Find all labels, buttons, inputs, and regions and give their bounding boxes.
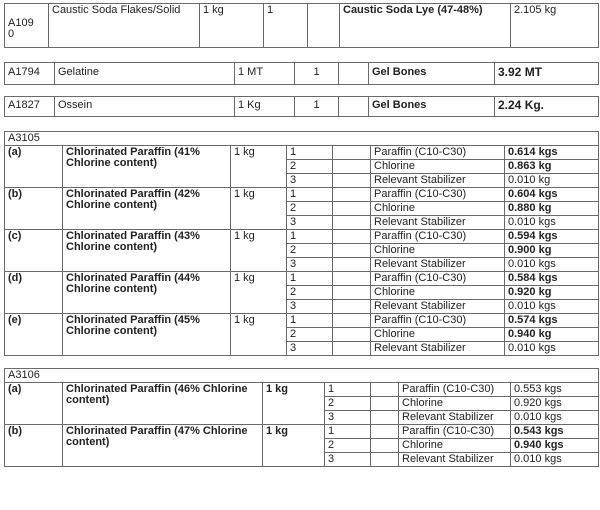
input-serial: 2 — [287, 286, 333, 300]
input-serial: 2 — [287, 244, 333, 258]
input-name: Relevant Stabilizer — [371, 216, 505, 230]
input-name: Chlorine — [399, 397, 511, 411]
empty-cell — [371, 453, 399, 467]
input-serial: 1 — [295, 63, 339, 85]
input-quantity: 0.553 kgs — [511, 383, 599, 397]
input-serial: 3 — [287, 258, 333, 272]
input-serial: 2 — [325, 397, 371, 411]
input-name: Gel Bones — [369, 63, 495, 85]
input-quantity: 0.900 kg — [505, 244, 599, 258]
input-name: Paraffin (C10-C30) — [371, 272, 505, 286]
item-label: (b) — [5, 188, 63, 230]
input-serial: 1 — [325, 383, 371, 397]
row-a1090 — [4, 3, 599, 48]
item-description: Caustic Soda Flakes/Solid — [49, 4, 200, 48]
empty-cell — [333, 342, 371, 356]
input-name: Chlorine — [371, 202, 505, 216]
item-unit: 1 kg — [231, 314, 287, 356]
section-a3106 — [4, 368, 599, 467]
item-description: Chlorinated Paraffin (47% Chlorine content) — [63, 425, 263, 467]
item-unit: 1 kg — [231, 272, 287, 314]
input-quantity: 0.940 kg — [505, 328, 599, 342]
input-quantity: 0.010 kgs — [511, 453, 599, 467]
input-name: Relevant Stabilizer — [399, 453, 511, 467]
empty-cell — [339, 63, 369, 85]
empty-cell — [333, 188, 371, 202]
input-quantity: 0.584 kgs — [505, 272, 599, 286]
input-quantity: 0.010 kg — [505, 174, 599, 188]
item-unit: 1 kg — [200, 4, 264, 48]
item-unit: 1 kg — [231, 188, 287, 230]
input-name: Paraffin (C10-C30) — [371, 230, 505, 244]
input-serial: 1 — [325, 425, 371, 439]
input-quantity: 3.92 MT — [495, 63, 599, 85]
item-code: A1827 — [5, 97, 55, 117]
empty-cell — [371, 425, 399, 439]
item-unit: 1 Kg — [235, 97, 295, 117]
table-row — [5, 188, 599, 202]
input-name: Gel Bones — [369, 97, 495, 117]
section-a3105 — [4, 131, 599, 356]
row-a1827 — [4, 96, 599, 117]
input-name: Relevant Stabilizer — [371, 342, 505, 356]
item-description: Chlorinated Paraffin (42% Chlorine content) — [63, 188, 231, 230]
input-quantity: 0.920 kg — [505, 286, 599, 300]
empty-cell — [333, 328, 371, 342]
item-unit: 1 MT — [235, 63, 295, 85]
item-code: A109 0 — [5, 4, 49, 48]
input-name: Relevant Stabilizer — [371, 174, 505, 188]
input-serial: 3 — [325, 411, 371, 425]
input-name: Relevant Stabilizer — [371, 300, 505, 314]
input-name: Relevant Stabilizer — [399, 411, 511, 425]
empty-cell — [333, 286, 371, 300]
empty-cell — [333, 160, 371, 174]
item-description: Chlorinated Paraffin (46% Chlorine content) — [63, 383, 263, 425]
empty-cell — [371, 439, 399, 453]
table-row — [5, 230, 599, 244]
input-quantity: 0.010 kgs — [505, 258, 599, 272]
input-name: Chlorine — [371, 244, 505, 258]
input-name: Chlorine — [371, 286, 505, 300]
item-label: (d) — [5, 272, 63, 314]
input-name: Paraffin (C10-C30) — [399, 425, 511, 439]
empty-cell — [371, 411, 399, 425]
input-quantity: 0.574 kgs — [505, 314, 599, 328]
input-serial: 3 — [325, 453, 371, 467]
empty-cell — [371, 397, 399, 411]
input-quantity: 0.614 kgs — [505, 146, 599, 160]
input-quantity: 0.594 kgs — [505, 230, 599, 244]
input-quantity: 0.604 kgs — [505, 188, 599, 202]
input-serial: 2 — [287, 328, 333, 342]
input-serial: 2 — [287, 202, 333, 216]
item-label: (a) — [5, 383, 63, 425]
table-row — [5, 146, 599, 160]
item-label: (b) — [5, 425, 63, 467]
table-row — [5, 425, 599, 439]
item-code: A1794 — [5, 63, 55, 85]
item-unit: 1 kg — [231, 230, 287, 272]
input-quantity: 0.880 kg — [505, 202, 599, 216]
input-serial: 1 — [295, 97, 339, 117]
empty-cell — [333, 146, 371, 160]
empty-cell — [333, 314, 371, 328]
item-description: Chlorinated Paraffin (45% Chlorine content) — [63, 314, 231, 356]
input-name: Paraffin (C10-C30) — [371, 188, 505, 202]
input-serial: 1 — [287, 314, 333, 328]
input-serial: 3 — [287, 174, 333, 188]
input-name: Paraffin (C10-C30) — [399, 383, 511, 397]
input-name: Chlorine — [399, 439, 511, 453]
item-unit: 1 kg — [263, 425, 325, 467]
input-quantity: 0.920 kgs — [511, 397, 599, 411]
input-name: Chlorine — [371, 160, 505, 174]
empty-cell — [333, 272, 371, 286]
empty-cell — [333, 230, 371, 244]
input-serial: 3 — [287, 342, 333, 356]
input-serial: 2 — [287, 160, 333, 174]
input-serial: 2 — [325, 439, 371, 453]
empty-cell — [333, 174, 371, 188]
empty-cell — [333, 300, 371, 314]
input-serial: 1 — [287, 146, 333, 160]
input-quantity: 0.010 kgs — [505, 300, 599, 314]
input-name: Paraffin (C10-C30) — [371, 146, 505, 160]
input-serial: 3 — [287, 216, 333, 230]
item-unit: 1 kg — [231, 146, 287, 188]
input-quantity: 0.543 kgs — [511, 425, 599, 439]
input-serial: 1 — [287, 188, 333, 202]
item-description: Gelatine — [55, 63, 235, 85]
input-name: Chlorine — [371, 328, 505, 342]
row-a1794 — [4, 62, 599, 85]
empty-cell — [371, 383, 399, 397]
input-serial: 3 — [287, 300, 333, 314]
empty-cell — [333, 244, 371, 258]
input-quantity: 0.010 kgs — [505, 342, 599, 356]
input-serial: 1 — [287, 272, 333, 286]
input-quantity: 0.010 kgs — [511, 411, 599, 425]
input-serial: 1 — [264, 4, 308, 48]
empty-cell — [308, 4, 340, 48]
table-row — [5, 272, 599, 286]
item-label: (e) — [5, 314, 63, 356]
table-row — [5, 314, 599, 328]
section-code: A3105 — [5, 132, 599, 146]
input-quantity: 0.010 kgs — [505, 216, 599, 230]
section-code: A3106 — [5, 369, 599, 383]
item-description: Chlorinated Paraffin (41% Chlorine content) — [63, 146, 231, 188]
table-row — [5, 383, 599, 397]
item-label: (c) — [5, 230, 63, 272]
input-serial: 1 — [287, 230, 333, 244]
empty-cell — [339, 97, 369, 117]
input-quantity: 2.24 Kg. — [495, 97, 599, 117]
input-quantity: 0.940 kgs — [511, 439, 599, 453]
input-quantity: 2.105 kg — [511, 4, 599, 48]
input-quantity: 0.863 kg — [505, 160, 599, 174]
item-unit: 1 kg — [263, 383, 325, 425]
item-description: Chlorinated Paraffin (43% Chlorine content) — [63, 230, 231, 272]
empty-cell — [333, 216, 371, 230]
item-description: Ossein — [55, 97, 235, 117]
input-name: Relevant Stabilizer — [371, 258, 505, 272]
input-name: Paraffin (C10-C30) — [371, 314, 505, 328]
empty-cell — [333, 258, 371, 272]
empty-cell — [333, 202, 371, 216]
item-label: (a) — [5, 146, 63, 188]
input-name: Caustic Soda Lye (47-48%) — [340, 4, 511, 48]
item-description: Chlorinated Paraffin (44% Chlorine content) — [63, 272, 231, 314]
